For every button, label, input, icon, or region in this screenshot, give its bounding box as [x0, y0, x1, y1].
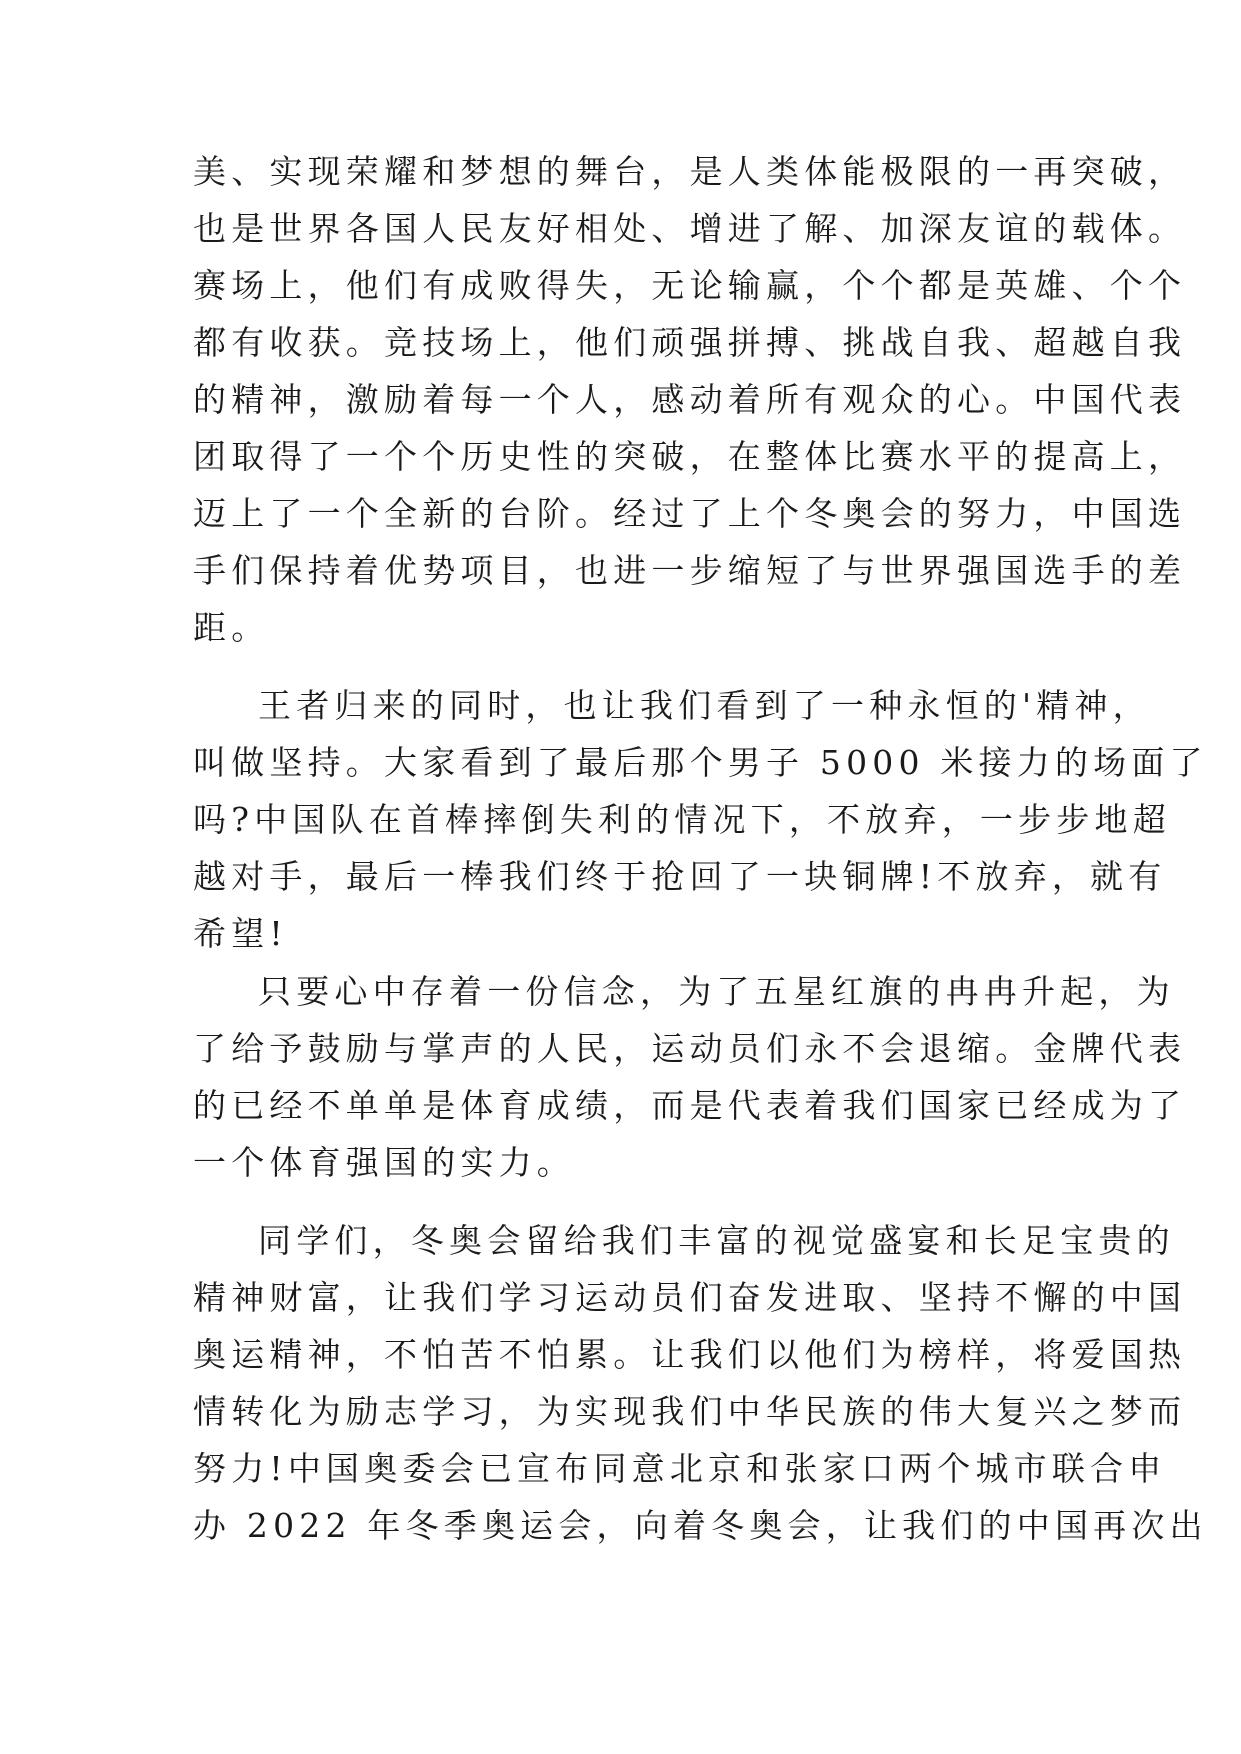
- text-line: 情转化为励志学习，为实现我们中华民族的伟大复兴之梦而: [193, 1392, 1187, 1431]
- text-line: 吗?中国队在首棒摔倒失利的情况下，不放弃，一步步地超: [193, 800, 1171, 839]
- text-line: 了给予鼓励与掌声的人民，运动员们永不会退缩。金牌代表: [193, 1029, 1187, 1068]
- text-line: 叫做坚持。大家看到了最后那个男子 5000 米接力的场面了: [193, 743, 1208, 782]
- text-line: 的已经不单单是体育成绩，而是代表着我们国家已经成为了: [193, 1086, 1187, 1125]
- text-line: 手们保持着优势项目，也进一步缩短了与世界强国选手的差: [193, 551, 1187, 590]
- text-line: 赛场上，他们有成败得失，无论输赢，个个都是英雄、个个: [193, 266, 1187, 305]
- text-line: 团取得了一个个历史性的突破，在整体比赛水平的提高上，: [193, 437, 1187, 476]
- text-line: 的精神，激励着每一个人，感动着所有观众的心。中国代表: [193, 380, 1187, 419]
- text-line: 都有收获。竞技场上，他们顽强拼搏、挑战自我、超越自我: [193, 323, 1187, 362]
- text-line: 越对手，最后一棒我们终于抢回了一块铜牌!不放弃，就有: [193, 857, 1167, 896]
- text-line: 精神财富，让我们学习运动员们奋发进取、坚持不懈的中国: [193, 1278, 1187, 1317]
- text-line: 努力!中国奥委会已宣布同意北京和张家口两个城市联合申: [193, 1449, 1167, 1488]
- text-line: 一个体育强国的实力。: [193, 1143, 575, 1182]
- text-line: 办 2022 年冬季奥运会，向着冬奥会，让我们的中国再次出: [193, 1506, 1208, 1545]
- text-line: 奥运精神，不怕苦不怕累。让我们以他们为榜样，将爱国热: [193, 1335, 1187, 1374]
- text-line: 希望!: [193, 914, 288, 953]
- text-line: 迈上了一个全新的台阶。经过了上个冬奥会的努力，中国选: [193, 494, 1187, 533]
- paragraph-first-line: 同学们，冬奥会留给我们丰富的视觉盛宴和长足宝贵的: [258, 1221, 1175, 1260]
- paragraph-first-line: 只要心中存着一份信念，为了五星红旗的冉冉升起，为: [258, 972, 1175, 1011]
- text-line: 美、实现荣耀和梦想的舞台，是人类体能极限的一再突破，: [193, 152, 1187, 191]
- paragraph-first-line: 王者归来的同时，也让我们看到了一种永恒的'精神，: [258, 686, 1151, 725]
- text-line: 也是世界各国人民友好相处、增进了解、加深友谊的载体。: [193, 209, 1187, 248]
- text-line: 距。: [193, 608, 270, 647]
